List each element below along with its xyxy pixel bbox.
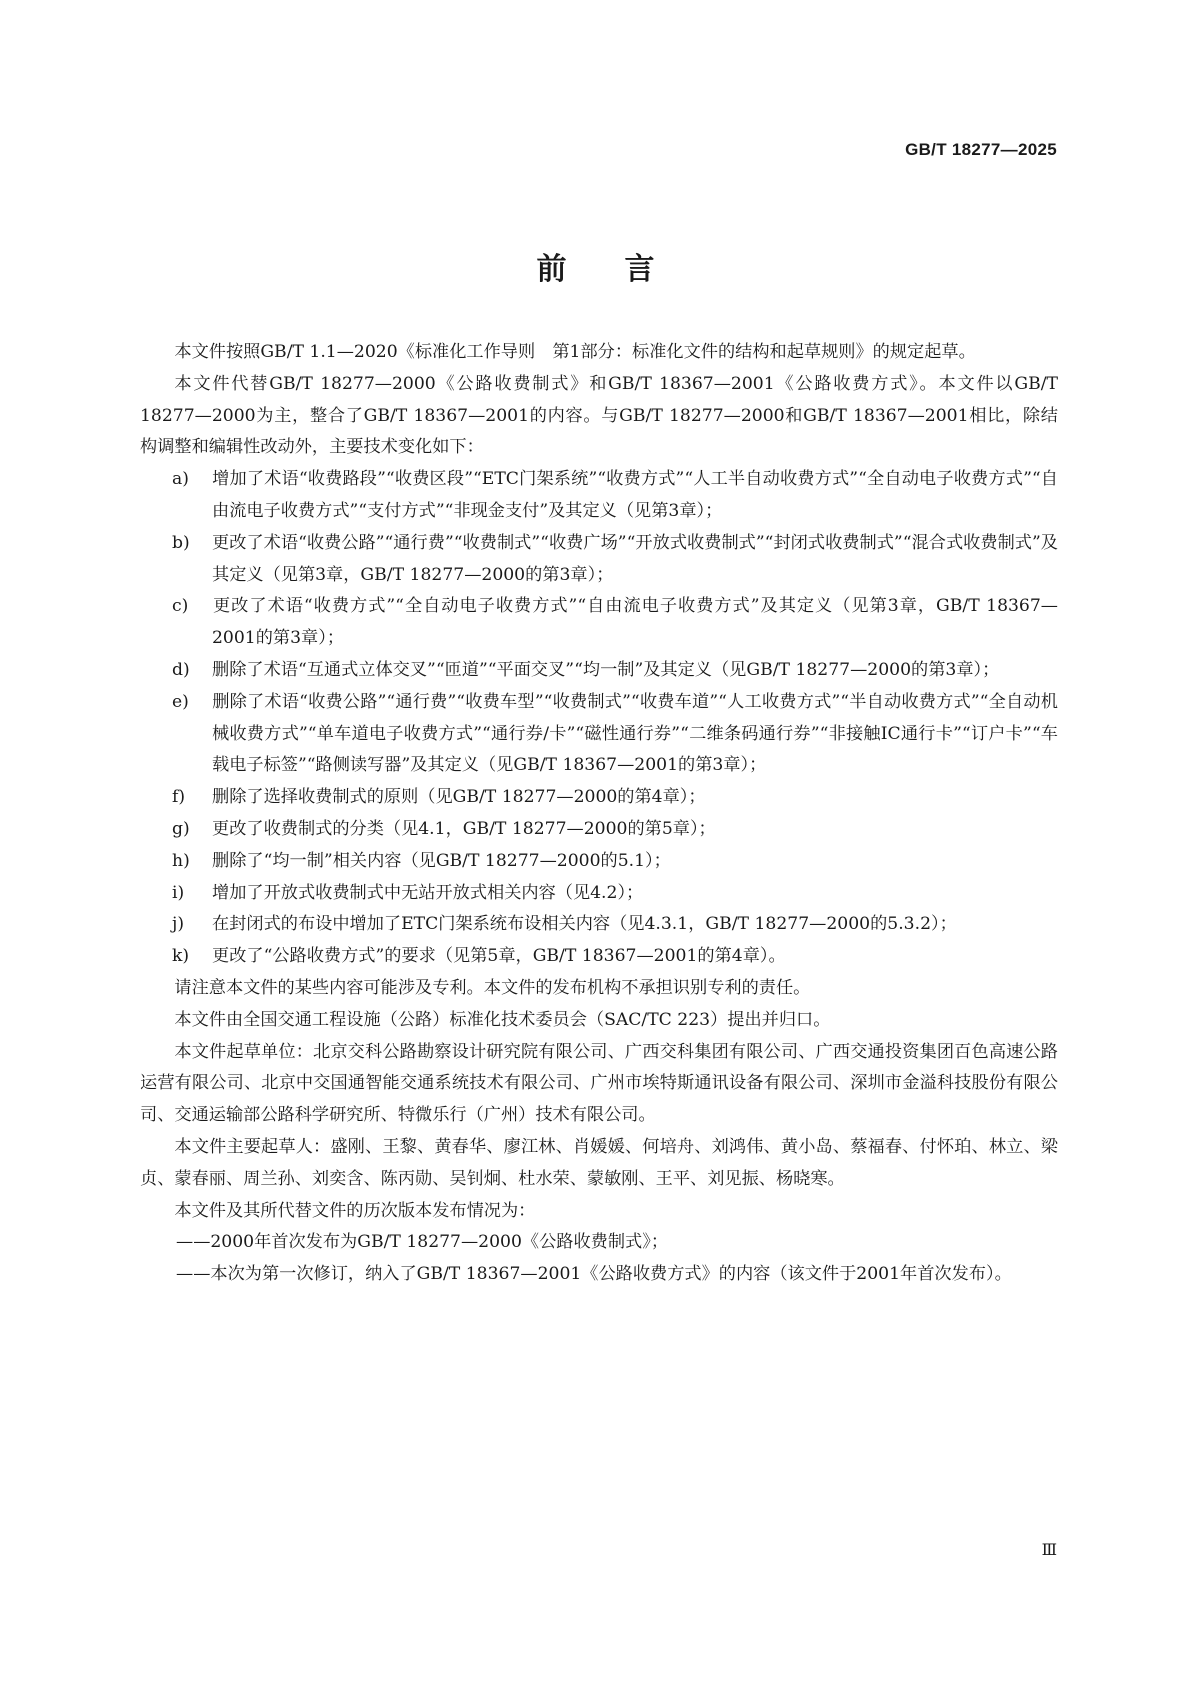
list-item [140,941,1058,973]
list-marker: k) [172,946,190,967]
list-marker: b) [172,532,190,553]
list-marker: d) [172,659,190,680]
paragraph-replacement: 本文件代替GB/T 18277—2000《公路收费制式》和GB/T 18367—2001《公路收费方式》。本文件以GB/T 18277—2000为主，整合了GB/T 18367—2001的内容。与GB/T 18277—2000和GB/T 18367—2001相比，除结构调整和编辑性改动外，主要技术变化如下： [140,373,1058,458]
history-item: ——本次为第一次修订，纳入了GB/T 18367—2001《公路收费方式》的内容（该文件于2001年首次发布）。 [176,1264,1012,1285]
list-item [140,782,1058,814]
list-item-text: 在封闭式的布设中增加了ETC门架系统布设相关内容（见4.3.1，GB/T 18277—2000的5.3.2）； [212,914,957,935]
list-item [140,655,1058,687]
foreword-body [140,337,1058,1291]
list-marker: a) [172,469,189,490]
list-marker: e) [172,691,189,712]
history-item: ——2000年首次发布为GB/T 18277—2000《公路收费制式》； [176,1232,669,1253]
paragraph-committee: 本文件由全国交通工程设施（公路）标准化技术委员会（SAC/TC 223）提出并归口。 [174,1009,831,1030]
list-item-text: 更改了“公路收费方式”的要求（见第5章，GB/T 18367—2001的第4章）。 [212,946,786,967]
page-number: Ⅲ [1041,1540,1057,1559]
list-item-text: 删除了术语“收费公路”“通行费”“收费车型”“收费制式”“收费车道”“人工收费方式”“半自动收费方式”“全自动机械收费方式”“单车道电子收费方式”“通行券/卡”“磁性通行券”“二维条码通行券”“非接触IC通行卡”“订户卡”“车载电子标签”“路侧读写器”及其定义（见GB/T 18367—2001的第3章）； [212,691,1058,776]
list-item [140,464,1058,528]
list-item-text: 增加了术语“收费路段”“收费区段”“ETC门架系统”“收费方式”“人工半自动收费方式”“全自动电子收费方式”“自由流电子收费方式”“支付方式”“非现金支付”及其定义（见第3章）； [212,469,1058,521]
technical-changes-list [140,464,1058,973]
list-item-text: 更改了术语“收费方式”“全自动电子收费方式”“自由流电子收费方式”及其定义（见第3章，GB/T 18367—2001的第3章）； [212,596,1058,649]
list-item [140,687,1058,782]
version-history-list [140,1227,1058,1291]
paragraph-history-intro: 本文件及其所代替文件的历次版本发布情况为： [174,1200,536,1221]
list-item-text: 更改了术语“收费公路”“通行费”“收费制式”“收费广场”“开放式收费制式”“封闭式收费制式”“混合式收费制式”及其定义（见第3章，GB/T 18277—2000的第3章）； [212,532,1058,585]
page-title: 前言 [536,252,713,287]
standard-number: GB/T 18277—2025 [905,140,1057,159]
paragraph-drafters: 本文件主要起草人：盛刚、王黎、黄春华、廖江林、肖媛媛、何培舟、刘鸿伟、黄小岛、蔡福春、付怀珀、林立、梁贞、蒙春丽、周兰孙、刘奕含、陈丙勋、吴钊炯、杜水荣、蒙敏刚、王平、刘见振、杨晓寒。 [140,1136,1058,1189]
list-marker: i) [172,882,185,903]
list-item [140,591,1058,655]
paragraph-drafting-units: 本文件起草单位：北京交科公路勘察设计研究院有限公司、广西交科集团有限公司、广西交通投资集团百色高速公路运营有限公司、北京中交国通智能交通系统技术有限公司、广州市埃特斯通讯设备有限公司、深圳市金溢科技股份有限公司、交通运输部公路科学研究所、特微乐行（广州）技术有限公司。 [140,1041,1058,1126]
list-item-text: 删除了术语“互通式立体交叉”“匝道”“平面交叉”“均一制”及其定义（见GB/T 18277—2000的第3章）； [212,659,1000,680]
list-item-text: 更改了收费制式的分类（见4.1，GB/T 18277—2000的第5章）； [212,818,716,839]
list-item [140,814,1058,846]
list-item-text: 增加了开放式收费制式中无站开放式相关内容（见4.2）； [212,882,644,903]
list-item [140,909,1058,941]
list-marker: f) [172,787,186,808]
list-item [140,528,1058,592]
list-marker: h) [172,850,190,871]
list-marker: c) [172,596,189,617]
list-item [140,846,1058,878]
paragraph-patent-notice: 请注意本文件的某些内容可能涉及专利。本文件的发布机构不承担识别专利的责任。 [174,977,811,998]
list-item [140,878,1058,910]
list-item-text: 删除了选择收费制式的原则（见GB/T 18277—2000的第4章）； [212,787,706,808]
paragraph-drafting-rules: 本文件按照GB/T 1.1—2020《标准化工作导则 第1部分：标准化文件的结构和起草规则》的规定起草。 [174,342,976,362]
list-item-text: 删除了“均一制”相关内容（见GB/T 18277—2000的5.1）； [212,850,671,871]
list-marker: j) [172,914,185,935]
list-marker: g) [172,818,190,839]
